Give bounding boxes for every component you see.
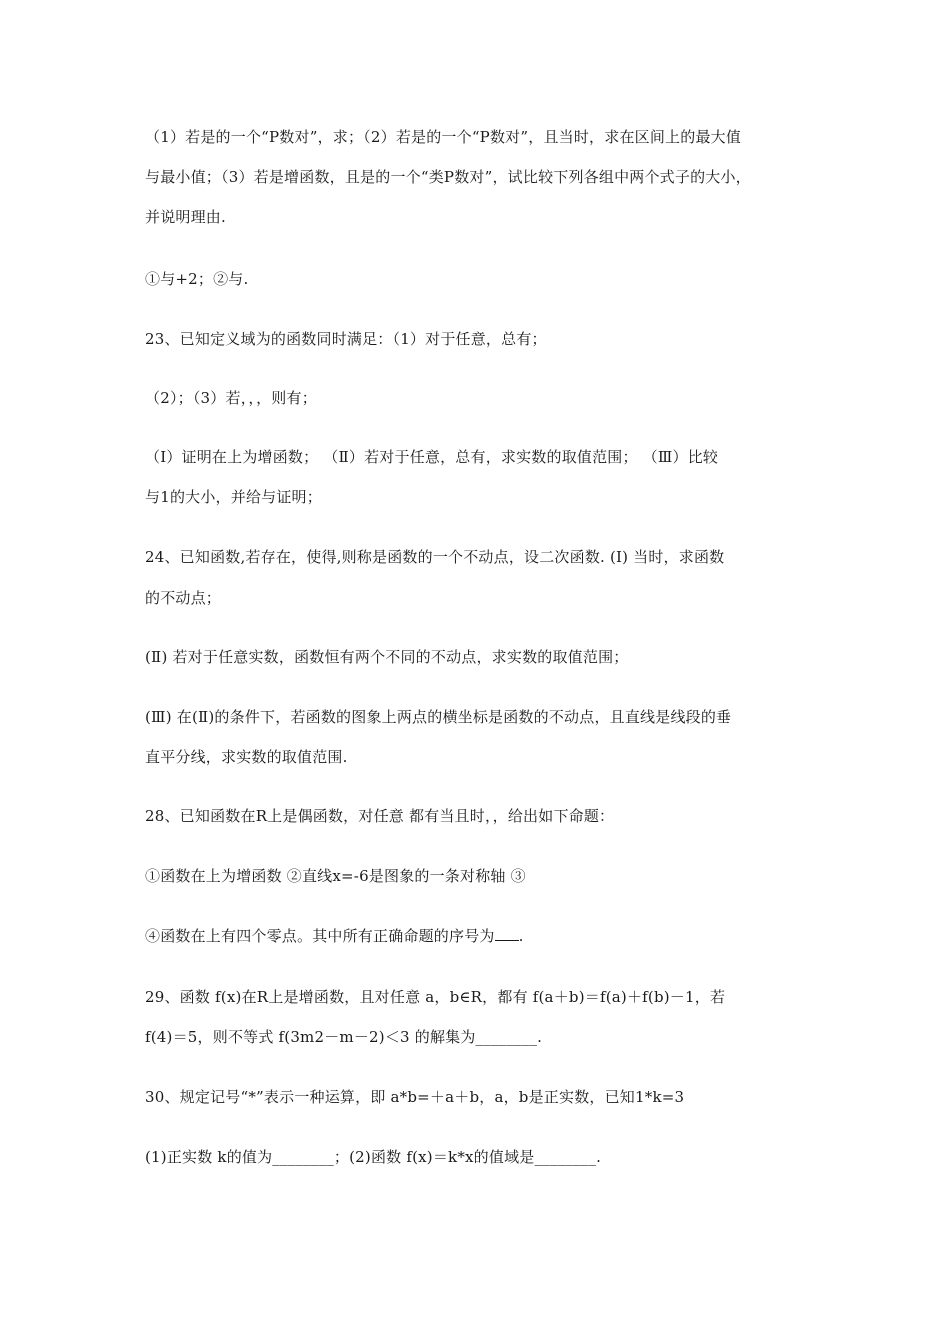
question-29-line-2: f(4)＝5，则不等式 f(3m2－m－2)＜3 的解集为________. (145, 1028, 543, 1046)
question-23-heading: 23、已知定义域为的函数同时满足：（1）对于任意，总有； (145, 330, 547, 348)
text-line-2: 与最小值；（3）若是增函数，且是的一个“类P数对”，试比较下列各组中两个式子的大小， (145, 168, 751, 186)
text-line-4: ①与+2；②与. (145, 270, 249, 288)
question-28-heading: 28、已知函数在R上是偶函数，对任意 都有当且时，，给出如下命题： (145, 807, 615, 825)
question-24-part-3: (Ⅲ) 在(Ⅱ)的条件下，若函数的图象上两点的横坐标是函数的不动点，且直线是线段的垂 (145, 708, 732, 726)
question-28-period: . (518, 927, 524, 945)
question-29-line-1: 29、函数 f(x)在R上是增函数，且对任意 a，b∈R，都有 f(a＋b)＝f(a)＋f(b)－1，若 (145, 988, 726, 1006)
question-24-heading-cont: 的不动点； (145, 589, 222, 607)
question-30-line-1: 30、规定记号“*”表示一种运算，即 a*b=＋a＋b，a，b是正实数，已知1*k=3 (145, 1088, 685, 1106)
question-24-heading: 24、已知函数,若存在，使得,则称是函数的一个不动点，设二次函数. (Ⅰ) 当时，求函数 (145, 548, 725, 566)
answer-blank (495, 926, 519, 941)
text-line-1: （1）若是的一个“P数对”，求；（2）若是的一个“P数对”，且当时，求在区间上的最大值 (145, 128, 742, 146)
question-28-options-2 (145, 926, 815, 946)
question-30-line-2: (1)正实数 k的值为________；(2)函数 f(x)＝k*x的值域是________. (145, 1148, 602, 1166)
question-28-options-2-text: ④函数在上有四个零点。其中所有正确命题的序号为 (145, 927, 495, 945)
question-23-parts: （Ⅰ）证明在上为增函数； （Ⅱ）若对于任意，总有，求实数的取值范围； （Ⅲ）比较 (145, 448, 719, 466)
text-line-3: 并说明理由. (145, 208, 226, 226)
question-24-part-2: (Ⅱ) 若对于任意实数，函数恒有两个不同的不动点，求实数的取值范围； (145, 648, 629, 666)
question-28-options-1: ①函数在上为增函数 ②直线x=-6是图象的一条对称轴 ③ (145, 867, 526, 885)
question-23-conditions: （2）；（3）若，，，则有； (145, 389, 317, 407)
question-24-part-3-cont: 直平分线，求实数的取值范围. (145, 748, 348, 766)
question-23-parts-cont: 与1的大小，并给与证明； (145, 488, 322, 506)
